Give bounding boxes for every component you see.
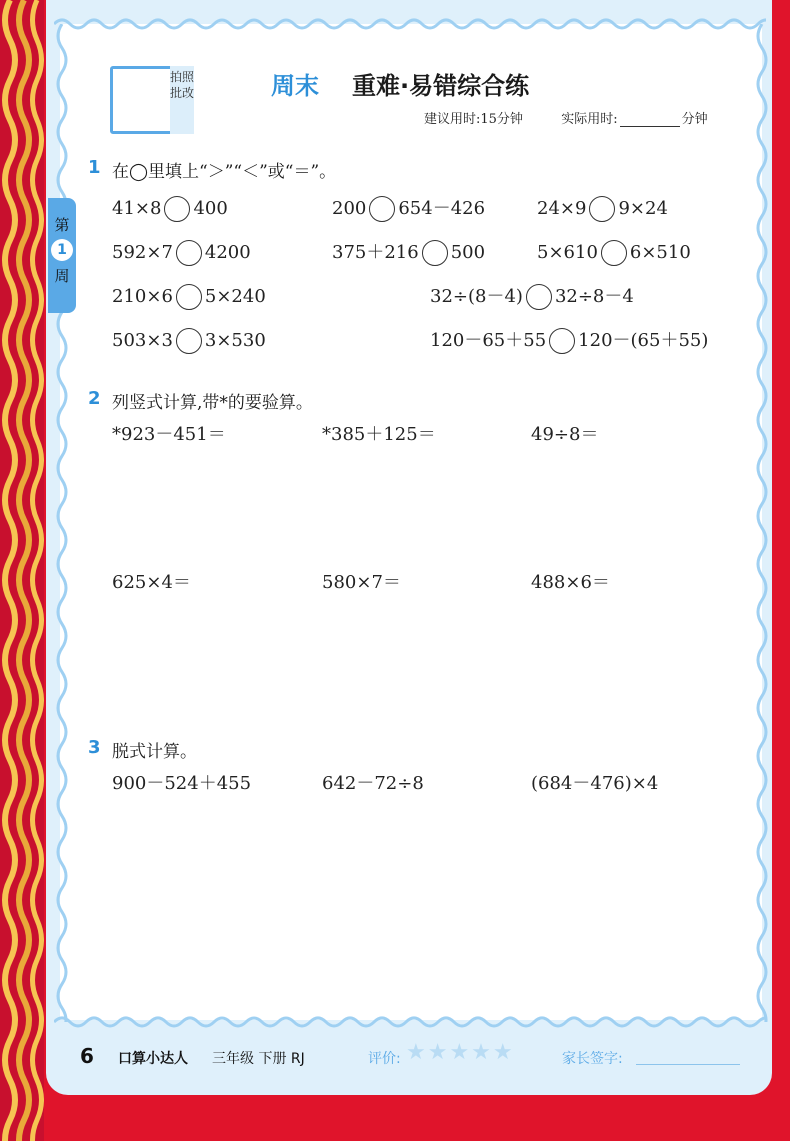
- answer-circle[interactable]: [164, 196, 190, 222]
- answer-circle[interactable]: [369, 196, 395, 222]
- actual-time-field[interactable]: [620, 114, 680, 127]
- compare-item: 375＋216 500: [332, 238, 485, 268]
- week-tab: [48, 198, 76, 313]
- step-calc-item: 642－72÷8: [322, 773, 424, 794]
- compare-item: 41×8 400: [112, 194, 228, 224]
- compare-item: 5×610 6×510: [537, 238, 691, 268]
- vertical-calc-item: *385＋125＝: [322, 424, 436, 445]
- right-wave-border: [754, 24, 770, 1022]
- rating-stars[interactable]: ★★★★★: [406, 1040, 515, 1065]
- week-tab-post: 周: [54, 267, 70, 285]
- vertical-calc-item: 625×4＝: [112, 572, 191, 593]
- page-title: 重难·易错综合练: [352, 72, 530, 100]
- answer-circle[interactable]: [549, 328, 575, 354]
- parent-signature-label: 家长签字:: [562, 1051, 623, 1067]
- compare-item: 120－65＋55 120－(65＋55): [430, 326, 708, 356]
- question-3-number: 3: [88, 737, 101, 758]
- question-1-text: 在◯里填上“＞”“＜”或“＝”。: [112, 162, 337, 182]
- book-title: 口算小达人: [118, 1051, 188, 1067]
- vertical-calc-item: 49÷8＝: [531, 424, 599, 445]
- step-calc-item: 900－524＋455: [112, 773, 252, 794]
- page-footer: [46, 1030, 772, 1085]
- week-tab-pre: 第: [54, 216, 70, 234]
- compare-item: 24×9 9×24: [537, 194, 668, 224]
- compare-item: 592×7 4200: [112, 238, 251, 268]
- question-2-text: 列竖式计算,带*的要验算。: [112, 393, 313, 413]
- vertical-calc-item: 488×6＝: [531, 572, 610, 593]
- vertical-calc-item: *923－451＝: [112, 424, 226, 445]
- answer-circle[interactable]: [589, 196, 615, 222]
- page-number: 6: [80, 1044, 94, 1068]
- compare-item: 200 654－426: [332, 194, 485, 224]
- question-1-number: 1: [88, 157, 101, 178]
- suggested-time: 建议用时:15分钟: [424, 112, 523, 127]
- answer-circle[interactable]: [422, 240, 448, 266]
- answer-circle[interactable]: [176, 240, 202, 266]
- question-3-text: 脱式计算。: [112, 742, 197, 762]
- top-wave-border: [54, 16, 766, 32]
- compare-item: 32÷(8－4) 32÷8－4: [430, 282, 634, 312]
- answer-circle[interactable]: [176, 284, 202, 310]
- compare-item: 210×6 5×240: [112, 282, 266, 312]
- bottom-wave-border: [54, 1014, 766, 1030]
- actual-time-label: 实际用时:: [561, 112, 618, 127]
- time-row: [424, 108, 708, 127]
- rating-label: 评价:: [368, 1051, 401, 1067]
- step-calc-item: (684－476)×4: [531, 773, 659, 794]
- question-2-number: 2: [88, 388, 101, 409]
- answer-circle[interactable]: [176, 328, 202, 354]
- compare-item: 503×3 3×530: [112, 326, 266, 356]
- vertical-calc-item: 580×7＝: [322, 572, 401, 593]
- answer-circle[interactable]: [526, 284, 552, 310]
- photo-grading-label: 拍照批改: [170, 66, 194, 134]
- parent-signature-field[interactable]: [636, 1064, 740, 1065]
- decorative-ribbon: [0, 0, 44, 1141]
- grade-info: 三年级 下册 RJ: [212, 1051, 305, 1067]
- week-number-badge: 1: [51, 239, 73, 261]
- actual-time-unit: 分钟: [681, 112, 708, 127]
- weekend-tag: 周末: [271, 72, 319, 100]
- left-wave-border: [54, 24, 70, 1022]
- answer-circle[interactable]: [601, 240, 627, 266]
